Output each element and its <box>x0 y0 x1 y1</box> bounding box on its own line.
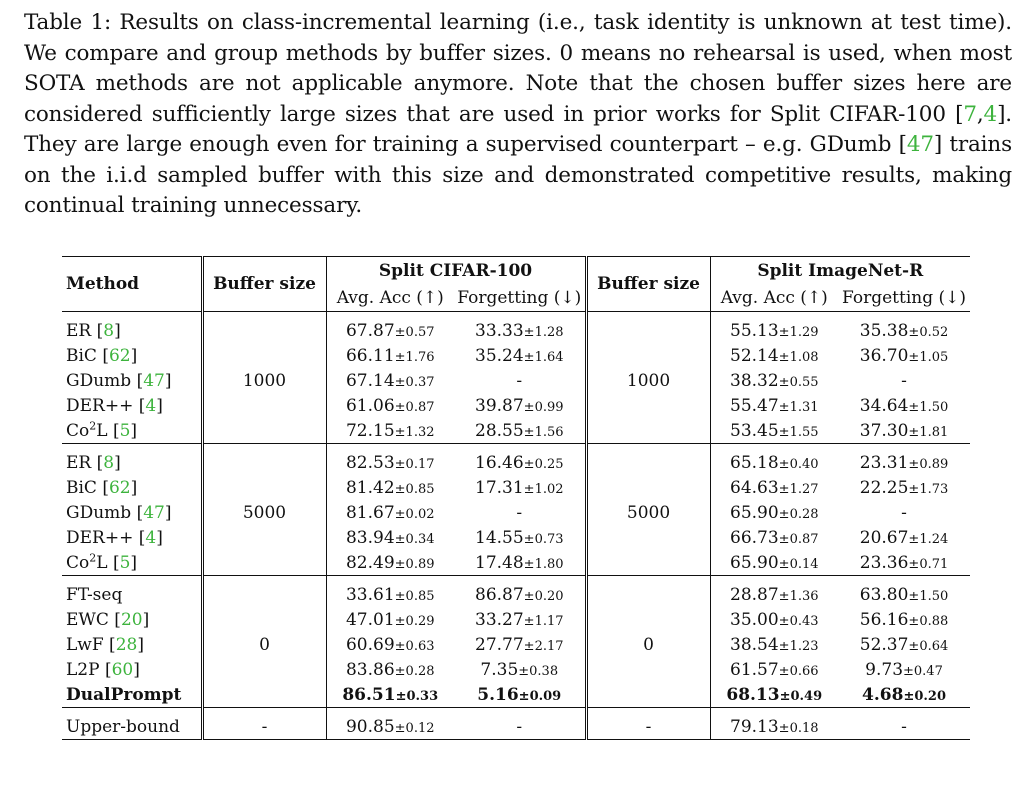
value-pm: ±0.73 <box>523 531 564 547</box>
value-main: 82.49 <box>345 552 395 573</box>
method-name: Co$^2$L <box>66 550 108 573</box>
buffer-size-cell: 5000 <box>586 450 710 576</box>
value-pm: ±0.88 <box>908 613 949 629</box>
value-cell-i-acc <box>710 657 838 682</box>
value-main: 33.61 <box>345 584 395 605</box>
value-cell-i-acc <box>710 500 838 525</box>
citation-link[interactable]: 5 <box>119 552 131 573</box>
method-cell: ER [8] <box>66 320 121 341</box>
value-cell-i-acc <box>710 632 838 657</box>
value-main: 33.27 <box>475 609 524 630</box>
value-cell-c-acc <box>326 582 454 607</box>
value-pm: ±0.85 <box>394 481 435 497</box>
value-cell-c-fgt <box>454 450 586 475</box>
value-pm: ±1.50 <box>908 399 949 415</box>
buffer-size-cell: - <box>202 714 326 740</box>
value-pm: ±1.76 <box>394 349 435 365</box>
value-pm: ±0.29 <box>394 613 435 629</box>
citation-link[interactable]: 4 <box>145 527 157 548</box>
value-cell-i-fgt <box>838 318 970 343</box>
buffer-size-cell: 1000 <box>586 318 710 444</box>
method-cell: GDumb [47] <box>66 502 172 523</box>
value-main: 17.48 <box>475 552 524 573</box>
value-main: 38.32 <box>730 370 779 391</box>
caption-text-4: ] trains on the i.i.d sampled buffer with this size and demonstrated competitive results, making continual training unnecessary. <box>24 132 1012 218</box>
method-cell: LwF [28] <box>66 634 144 655</box>
method-cell: Co$^2$L [5] <box>66 418 138 441</box>
value-cell-i-acc <box>710 475 838 500</box>
value-main: 60.69 <box>345 634 395 655</box>
value-pm: ±1.27 <box>778 481 819 497</box>
value-cell-c-acc <box>326 475 454 500</box>
value-pm: ±0.89 <box>908 456 949 472</box>
value-pm: ±0.87 <box>778 531 819 547</box>
header-split-cifar: Split CIFAR-100 <box>326 257 586 286</box>
value-cell-i-acc <box>710 393 838 418</box>
value-pm: ±0.99 <box>523 399 564 415</box>
value-pm: ±1.17 <box>523 613 564 629</box>
value-pm: ±0.37 <box>394 374 435 390</box>
value-cell-i-acc <box>710 582 838 607</box>
value-pm: ±0.57 <box>394 324 435 340</box>
value-main: 61.57 <box>730 659 779 680</box>
value-pm: ±0.89 <box>394 556 435 572</box>
value-main: 90.85 <box>345 716 395 737</box>
value-pm: ±1.55 <box>778 424 819 440</box>
table-row <box>62 450 970 475</box>
value-pm: ±1.50 <box>908 588 949 604</box>
method-name: L2P <box>66 659 100 680</box>
value-pm: ±1.08 <box>778 349 819 365</box>
value-pm: ±1.80 <box>523 556 564 572</box>
table-row <box>62 418 970 444</box>
value-cell-i-acc <box>710 450 838 475</box>
value-cell-i-fgt <box>838 525 970 550</box>
value-pm: ±1.32 <box>394 424 435 440</box>
value-pm: ±1.29 <box>778 324 819 340</box>
method-cell: L2P [60] <box>66 659 140 680</box>
value-main: 52.37 <box>859 634 909 655</box>
method-name: DER++ <box>66 395 134 416</box>
method-cell <box>62 582 202 607</box>
method-cell: Co$^2$L [5] <box>66 550 138 573</box>
value-cell-c-fgt <box>454 500 586 525</box>
value-main: 64.63 <box>730 477 779 498</box>
value-cell-i-fgt <box>838 657 970 682</box>
table-row <box>62 657 970 682</box>
value-main: 86.87 <box>475 584 524 605</box>
value-main: 65.90 <box>730 502 779 523</box>
value-cell-c-fgt <box>454 475 586 500</box>
table-row <box>62 500 970 525</box>
value-main: 9.73 <box>865 659 904 680</box>
value-cell-i-acc <box>710 343 838 368</box>
method-name: DER++ <box>66 527 134 548</box>
value-main: - <box>901 370 907 391</box>
value-main: 82.53 <box>345 452 395 473</box>
method-name: ER <box>66 452 92 473</box>
value-main: 36.70 <box>859 345 909 366</box>
value-pm: ±1.05 <box>908 349 949 365</box>
caption-cite-7[interactable]: 7 <box>963 101 977 127</box>
value-main: 5.16 <box>477 684 519 705</box>
value-main: 20.67 <box>859 527 909 548</box>
method-name: Upper-bound <box>66 716 180 737</box>
value-cell-c-acc <box>326 418 454 444</box>
citation-link[interactable]: 20 <box>120 609 143 630</box>
value-cell-c-fgt <box>454 607 586 632</box>
table-row <box>62 682 970 708</box>
table-row <box>62 368 970 393</box>
table-row <box>62 525 970 550</box>
value-cell-c-acc <box>326 500 454 525</box>
value-main: 67.87 <box>345 320 395 341</box>
method-cell: EWC [20] <box>66 609 150 630</box>
value-main: 67.14 <box>345 370 395 391</box>
value-cell-c-acc <box>326 550 454 576</box>
value-main: 81.42 <box>345 477 395 498</box>
caption-label: Table 1: <box>24 10 112 35</box>
value-main: 66.73 <box>730 527 779 548</box>
value-main: 23.36 <box>859 552 909 573</box>
value-cell-i-fgt <box>838 500 970 525</box>
buffer-size-cell: 0 <box>586 582 710 708</box>
value-cell-i-fgt <box>838 475 970 500</box>
table-row <box>62 318 970 343</box>
value-cell-c-acc <box>326 368 454 393</box>
value-main: 34.64 <box>859 395 909 416</box>
method-cell: DER++ [4] <box>66 527 163 548</box>
value-main: 38.54 <box>730 634 779 655</box>
value-cell-i-fgt <box>838 714 970 740</box>
value-cell-i-acc <box>710 550 838 576</box>
value-main: - <box>516 370 523 391</box>
method-cell: BiC [62] <box>66 345 138 366</box>
value-main: - <box>516 716 523 737</box>
citation-link[interactable]: 4 <box>145 395 157 416</box>
table-row <box>62 582 970 607</box>
citation-link[interactable]: 28 <box>115 634 138 655</box>
value-cell-c-fgt <box>454 632 586 657</box>
header-buffer-size-1: Buffer size <box>202 257 326 312</box>
value-main: 83.94 <box>345 527 395 548</box>
results-table-wrapper <box>62 256 970 740</box>
value-main: 81.67 <box>345 502 395 523</box>
value-cell-i-fgt <box>838 582 970 607</box>
value-pm: ±0.38 <box>518 663 559 679</box>
value-cell-c-acc <box>326 525 454 550</box>
buffer-size-cell: - <box>586 714 710 740</box>
value-main: 83.86 <box>345 659 395 680</box>
value-pm: ±0.52 <box>908 324 949 340</box>
method-cell <box>62 682 202 708</box>
value-cell-i-acc <box>710 714 838 740</box>
value-cell-c-acc <box>326 607 454 632</box>
value-pm: ±0.33 <box>395 688 439 704</box>
method-name: BiC <box>66 345 97 366</box>
value-pm: ±0.34 <box>394 531 435 547</box>
value-pm: ±0.28 <box>394 663 435 679</box>
value-main: 28.87 <box>730 584 779 605</box>
value-pm: ±0.40 <box>778 456 819 472</box>
value-cell-c-fgt <box>454 343 586 368</box>
table-row <box>62 475 970 500</box>
value-cell-i-acc <box>710 525 838 550</box>
value-main: 35.00 <box>730 609 779 630</box>
value-cell-c-fgt <box>454 657 586 682</box>
table-row <box>62 393 970 418</box>
value-cell-c-fgt <box>454 318 586 343</box>
value-main: 65.18 <box>730 452 779 473</box>
value-cell-i-fgt <box>838 418 970 444</box>
buffer-size-cell: 5000 <box>202 450 326 576</box>
caption-cite-47[interactable]: 47 <box>906 132 934 157</box>
caption-text-1: Results on class-incremental learning (i.e., task identity is unknown at test time). We compare and group methods by buffer sizes. 0 means no rehearsal is used, when most SOTA methods are not applicable anymore. Note that the chosen buffer sizes here are considered sufficiently large sizes that are used in prior works for Split CIFAR-100 [ <box>24 10 1012 127</box>
value-cell-c-acc <box>326 657 454 682</box>
value-pm: ±1.31 <box>778 399 819 415</box>
value-cell-i-acc <box>710 368 838 393</box>
table-row <box>62 607 970 632</box>
value-cell-c-fgt <box>454 525 586 550</box>
value-pm: ±0.47 <box>903 663 943 679</box>
value-pm: ±1.64 <box>523 349 564 365</box>
value-main: 68.13 <box>726 684 780 705</box>
header-imagenet-forgetting: Forgetting (↓) <box>842 288 967 308</box>
method-cell <box>62 714 202 740</box>
value-main: 86.51 <box>342 684 396 705</box>
results-table <box>62 256 970 740</box>
method-name: GDumb <box>66 370 132 391</box>
value-main: 28.55 <box>475 420 524 441</box>
value-pm: ±0.12 <box>394 720 435 736</box>
header-method: Method <box>62 257 202 312</box>
caption-text-2: , <box>976 101 984 127</box>
value-pm: ±1.56 <box>523 424 564 440</box>
value-pm: ±0.14 <box>778 556 819 572</box>
value-main: 55.13 <box>730 320 779 341</box>
value-main: 7.35 <box>480 659 519 680</box>
value-pm: ±1.02 <box>523 481 564 497</box>
method-name: ER <box>66 320 92 341</box>
citation-link[interactable]: 62 <box>108 477 131 498</box>
value-pm: ±0.09 <box>518 688 562 704</box>
value-main: 4.68 <box>862 684 904 705</box>
method-cell: GDumb [47] <box>66 370 172 391</box>
value-cell-c-fgt <box>454 582 586 607</box>
value-main: 17.31 <box>475 477 524 498</box>
value-cell-i-fgt <box>838 393 970 418</box>
value-cell-i-acc <box>710 318 838 343</box>
value-pm: ±0.66 <box>778 663 819 679</box>
value-main: 66.11 <box>345 345 395 366</box>
citation-link[interactable]: 8 <box>103 320 115 341</box>
value-cell-c-acc <box>326 632 454 657</box>
value-pm: ±0.49 <box>779 688 823 704</box>
value-pm: ±0.71 <box>908 556 949 572</box>
value-cell-c-acc <box>326 393 454 418</box>
value-cell-i-fgt <box>838 450 970 475</box>
citation-link[interactable]: 8 <box>103 452 115 473</box>
value-cell-i-fgt <box>838 343 970 368</box>
value-cell-c-fgt <box>454 368 586 393</box>
value-cell-c-acc <box>326 318 454 343</box>
citation-link[interactable]: 47 <box>143 370 165 391</box>
value-cell-i-fgt <box>838 632 970 657</box>
value-main: - <box>901 716 907 737</box>
value-pm: ±1.28 <box>523 324 564 340</box>
method-name: GDumb <box>66 502 132 523</box>
value-main: 35.38 <box>859 320 909 341</box>
header-split-imagenet: Split ImageNet-R <box>710 257 970 286</box>
value-cell-c-fgt <box>454 714 586 740</box>
value-cell-c-fgt <box>454 550 586 576</box>
value-main: 23.31 <box>859 452 909 473</box>
table-row <box>62 632 970 657</box>
value-pm: ±0.20 <box>903 688 946 704</box>
method-name: Co$^2$L <box>66 418 108 441</box>
method-name: BiC <box>66 477 97 498</box>
value-pm: ±0.02 <box>394 506 435 522</box>
value-pm: ±1.23 <box>778 638 819 654</box>
value-main: 27.77 <box>475 634 524 655</box>
value-cell-i-fgt <box>838 682 970 708</box>
value-cell-c-fgt <box>454 393 586 418</box>
value-cell-i-fgt <box>838 607 970 632</box>
citation-link[interactable]: 62 <box>108 345 131 366</box>
value-cell-c-acc <box>326 682 454 708</box>
value-main: 22.25 <box>859 477 909 498</box>
value-main: 53.45 <box>730 420 779 441</box>
value-main: 72.15 <box>345 420 395 441</box>
value-pm: ±0.85 <box>394 588 435 604</box>
value-main: - <box>901 502 907 523</box>
value-main: 52.14 <box>730 345 779 366</box>
value-main: 37.30 <box>859 420 909 441</box>
value-cell-c-fgt <box>454 682 586 708</box>
caption-cite-4[interactable]: 4 <box>983 101 998 127</box>
value-main: 16.46 <box>475 452 524 473</box>
citation-link[interactable]: 47 <box>143 502 165 523</box>
value-cell-c-fgt <box>454 418 586 444</box>
value-cell-i-fgt <box>838 368 970 393</box>
value-main: 55.47 <box>730 395 779 416</box>
value-cell-c-acc <box>326 714 454 740</box>
header-buffer-size-2: Buffer size <box>586 257 710 312</box>
value-cell-c-acc <box>326 450 454 475</box>
buffer-size-cell: 1000 <box>202 318 326 444</box>
method-name: DualPrompt <box>66 684 182 705</box>
value-cell-i-acc <box>710 418 838 444</box>
value-pm: ±0.18 <box>778 720 819 736</box>
value-main: 35.24 <box>475 345 524 366</box>
value-cell-i-acc <box>710 682 838 708</box>
value-pm: ±0.63 <box>394 638 435 654</box>
value-main: 61.06 <box>345 395 395 416</box>
header-imagenet-avg-acc: Avg. Acc (↑) <box>710 285 838 312</box>
value-pm: ±0.55 <box>778 374 819 390</box>
value-pm: ±0.87 <box>394 399 435 415</box>
value-cell-i-fgt <box>838 550 970 576</box>
value-cell-i-acc <box>710 607 838 632</box>
value-main: 63.80 <box>859 584 909 605</box>
buffer-size-cell: 0 <box>202 582 326 708</box>
value-main: 39.87 <box>475 395 524 416</box>
value-main: 65.90 <box>730 552 779 573</box>
caption-text-3: ]. They are large enough even for training a supervised counterpart – e.g. GDumb [ <box>24 101 1012 157</box>
header-cifar-avg-acc: Avg. Acc (↑) <box>326 285 454 312</box>
method-cell: DER++ [4] <box>66 395 163 416</box>
method-name: LwF <box>66 634 104 655</box>
citation-link[interactable]: 5 <box>119 420 131 441</box>
value-pm: ±0.17 <box>394 456 435 472</box>
table-row <box>62 550 970 576</box>
method-name: FT-seq <box>66 584 123 605</box>
table-row <box>62 343 970 368</box>
value-pm: ±1.36 <box>778 588 819 604</box>
method-cell: ER [8] <box>66 452 121 473</box>
value-main: 33.33 <box>475 320 524 341</box>
value-pm: ±0.20 <box>523 588 564 604</box>
value-main: 47.01 <box>345 609 395 630</box>
value-pm: ±0.25 <box>523 456 564 472</box>
citation-link[interactable]: 60 <box>111 659 134 680</box>
method-name: EWC <box>66 609 109 630</box>
value-main: 79.13 <box>730 716 779 737</box>
value-pm: ±1.81 <box>908 424 949 440</box>
value-pm: ±0.28 <box>778 506 819 522</box>
value-main: - <box>516 502 523 523</box>
header-cifar-forgetting: Forgetting (↓) <box>457 288 582 308</box>
table-caption <box>24 8 1012 222</box>
value-pm: ±1.24 <box>908 531 949 547</box>
value-pm: ±0.64 <box>908 638 949 654</box>
table-row <box>62 714 970 740</box>
value-pm: ±1.73 <box>908 481 949 497</box>
value-pm: ±2.17 <box>523 638 564 654</box>
value-cell-c-acc <box>326 343 454 368</box>
method-cell: BiC [62] <box>66 477 138 498</box>
value-pm: ±0.43 <box>778 613 819 629</box>
value-main: 14.55 <box>475 527 524 548</box>
value-main: 56.16 <box>859 609 909 630</box>
